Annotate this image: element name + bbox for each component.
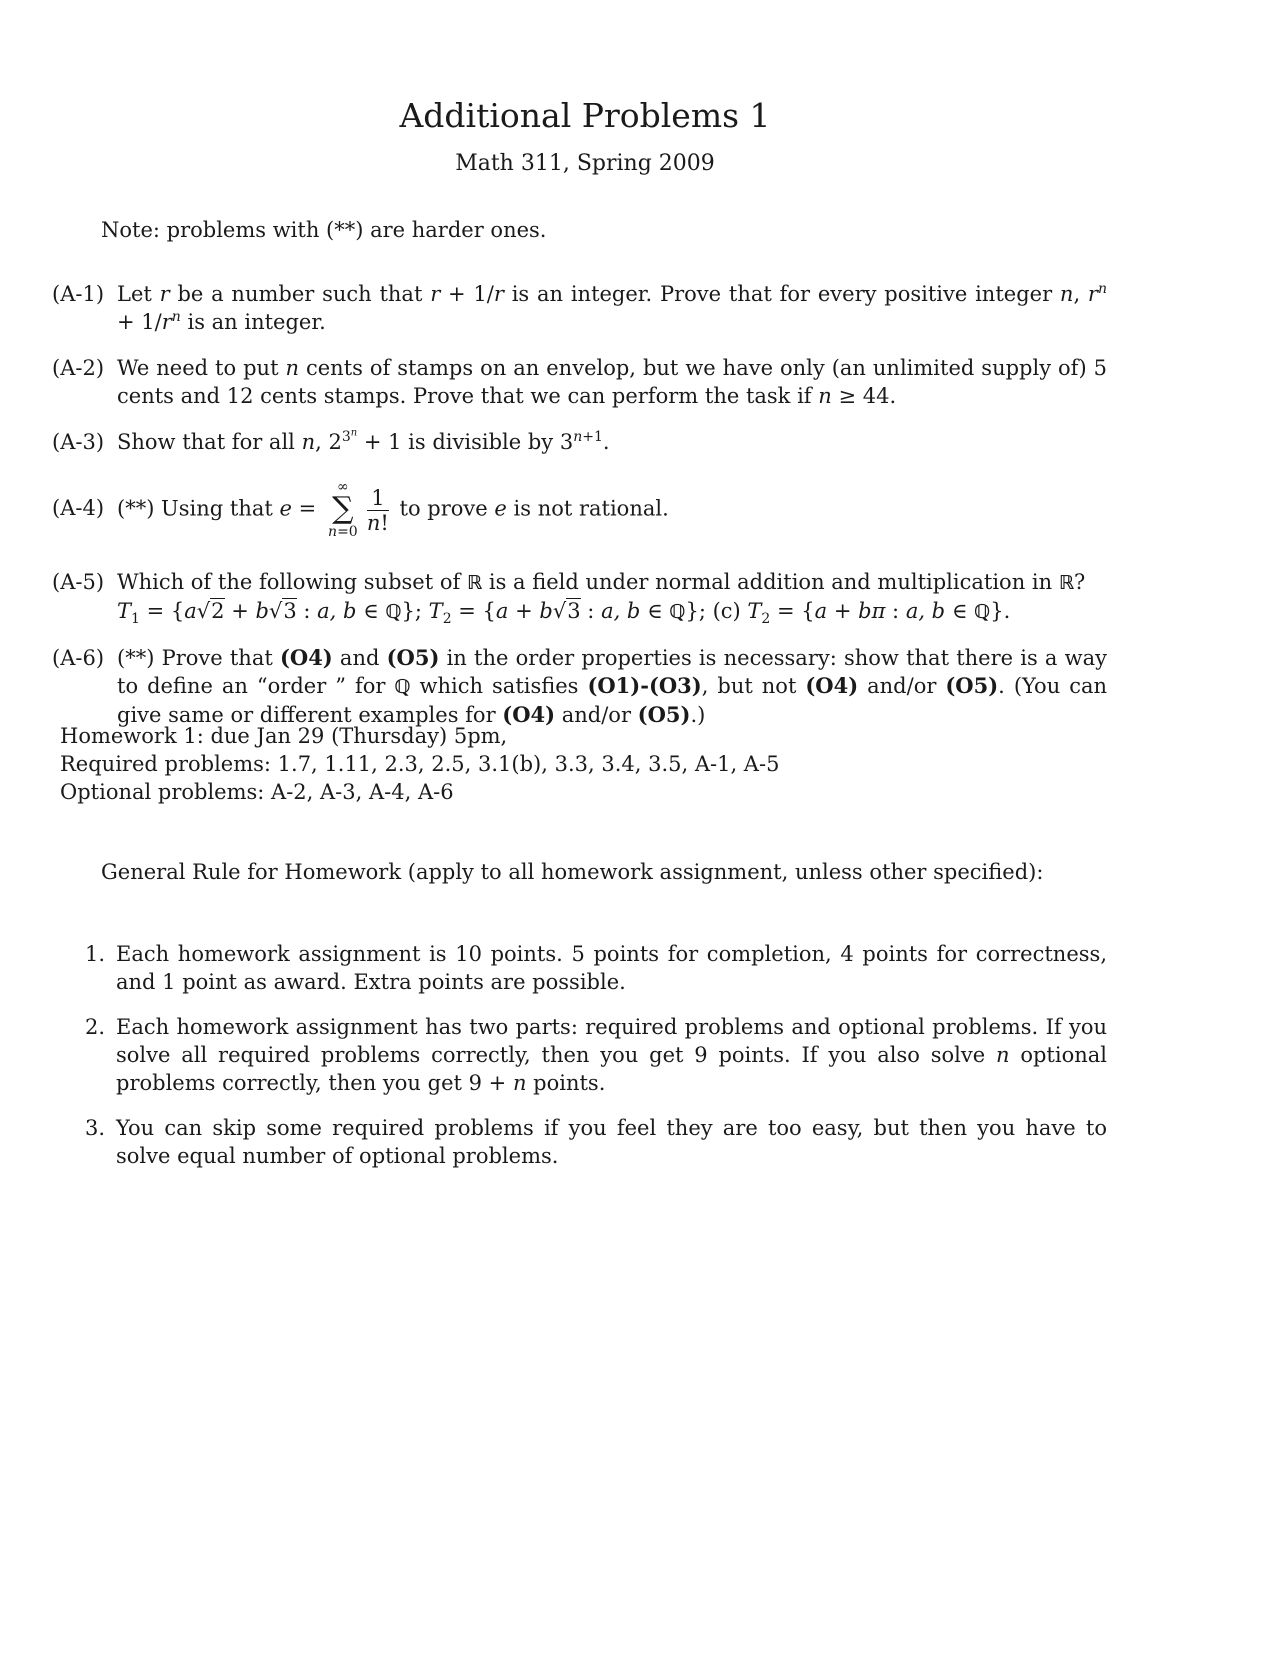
problem-text: We need to put n cents of stamps on an envelop, but we have only (an unlimited supply of) 5 cents and 12 cents stamps. Prove that we can perform the task if n ≥ 44. [117,356,1107,408]
problem-label: (A-3) [52,430,105,454]
problem-a3 [52,428,1107,456]
summation-symbol: ∞ ∑ n=0 [328,479,358,540]
rule-text: Each homework assignment has two parts: required problems and optional problems. If you solve all required problems correctly, then you get 9 points. If you also solve n optional problems correctly, then you get 9 + n points. [116,1015,1107,1095]
problem-text: Let r be a number such that r + 1/r is an integer. Prove that for every positive integer n, $r^n + 1/r^n$ is an integer. [117,281,1107,334]
problem-label: (A-4) [52,496,105,520]
rule-text: You can skip some required problems if you feel they are too easy, but then you have to solve equal number of optional problems. [116,1116,1107,1168]
problem-a2 [52,354,1107,410]
page-subtitle: Math 311, Spring 2009 [455,151,715,176]
problem-a5 [52,568,1107,626]
homework-block [60,722,779,806]
rule-number: 2. [85,1015,106,1039]
rule-item [85,940,1107,996]
rule-number: 3. [85,1116,106,1140]
problem-text: (**) Using that e = ∞ ∑ n=0 $\frac{1}{n!}$ to prove e is not rational. [117,479,669,540]
homework-due: Homework 1: due Jan 29 (Thursday) 5pm, [60,724,508,748]
problem-text: (**) Prove that (O4) and (O5) in the order properties is necessary: show that there is a way to define an “order ” for ℚ which satisfies (O1)-(O3), but not (O4) and/or (O5). (You can give same or different examples for (O4) and/or (O5).) [117,645,1108,727]
problem-a1 [52,280,1107,336]
problem-label: (A-2) [52,356,105,380]
problem-label: (A-1) [52,282,105,306]
problem-text: Show that for all n, $2^{3^n} + 1$ is divisible by $3^{n+1}$. [117,427,610,454]
problem-a6 [52,644,1107,729]
problem-a4 [52,474,1107,550]
rule-number: 1. [85,942,106,966]
rule-item [85,1114,1107,1170]
homework-required: Required problems: 1.7, 1.11, 2.3, 2.5, 3.1(b), 3.3, 3.4, 3.5, A-1, A-5 [60,752,780,776]
rules-heading: General Rule for Homework (apply to all homework assignment, unless other specified): [101,860,1044,884]
rule-item [85,1013,1107,1097]
note-text: Note: problems with (**) are harder ones. [101,218,547,242]
rule-text: Each homework assignment is 10 points. 5 points for completion, 4 points for correctness, and 1 point as award. Extra points are possible. [116,942,1107,994]
problem-label: (A-5) [52,570,105,594]
problem-list [52,280,1107,747]
page-title: Additional Problems 1 [399,96,771,135]
fraction: $\frac{1}{n!}$ [366,485,389,535]
rules-list [85,940,1107,1187]
problem-label: (A-6) [52,646,105,670]
problem-text: Which of the following subset of ℝ is a field under normal addition and multiplication in ℝ? $T_1 = \{a√2 + b√3$ : a, b ∈ ℚ}; $T_2 = \{a + b√3$ : a, b ∈ ℚ}; (c) $T_2 = \{a + b\pi$ : a, b ∈ ℚ}. [117,570,1086,628]
homework-optional: Optional problems: A-2, A-3, A-4, A-6 [60,780,454,804]
